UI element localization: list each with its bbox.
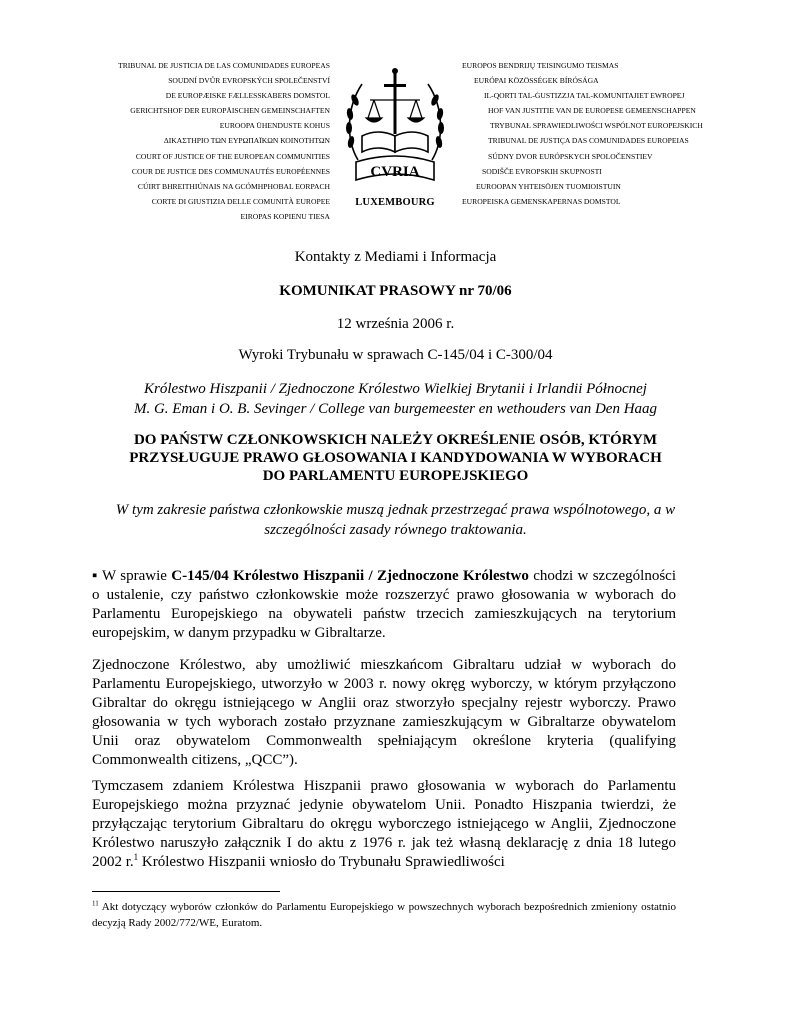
footnote-text: Akt dotyczący wyborów członków do Parlamentu Europejskiego w powszechnych wyborach bezpośrednich zmieniony ostatnio decyzją Rady 2002/772/WE, Euratom.	[92, 901, 676, 929]
header-left-line-8: CÚIRT BHREITHIÚNAIS NA GCÓMHPHOBAL EORPACH	[137, 181, 330, 191]
curia-emblem-icon	[340, 64, 450, 192]
main-heading-line-3: DO PARLAMENTU EUROPEJSKIEGO	[262, 468, 529, 484]
case-reference-c145: C-145/04 Królestwo Hiszpanii / Zjednoczone Królestwo	[171, 568, 529, 584]
header-right-line-4: TRYBUNAŁ SPRAWIEDLIWOŚCI WSPÓLNOT EUROPEJSKICH	[490, 121, 703, 131]
paragraph-3-text: Tymczasem zdaniem Królestwa Hiszpanii prawo głosowania w wyborach do Parlamentu Europejskiego można przyznać jedynie obywatelom Unii. Ponadto Hiszpania twierdzi, że przyłączając terytorium Gibraltaru do okręgu wyborczego istniejącego w Anglii, Zjednoczone Królestwo naruszyło załącznik I do aktu z 1976 r. jak też własną deklarację z dnia 18 lutego 2002 r.	[92, 778, 676, 870]
header-left-line-0: TRIBUNAL DE JUSTICIA DE LAS COMUNIDADES EUROPEAS	[118, 61, 330, 70]
subheading	[90, 500, 701, 540]
paragraph-2: Zjednoczone Królestwo, aby umożliwić mieszkańcom Gibraltaru udział w wyborach do Parlamentu Europejskiego, utworzyło w 2003 r. nowy okręg wyborczy, w którym przyłączono Gibraltar do okręgu istniejącego w Anglii oraz stworzyło specjalny rejestr wyborczy. Prawo głosowania w tych wyborach zostało przyznane zamieszkującym w Gibraltarze obywatelom Unii oraz obywatelom Commonwealth spełniającym określone kryteria (qualifying Commonwealth citizens, „QCC”).	[92, 657, 676, 768]
curia-logo	[340, 64, 450, 214]
logo-city-label: LUXEMBOURG	[355, 197, 435, 208]
header-left-line-1: SOUDNÍ DVŮR EVROPSKÝCH SPOLEČENSTVÍ	[168, 76, 330, 86]
footnote-reference[interactable]: 1	[133, 852, 139, 862]
main-heading-line-1: DO PAŃSTW CZŁONKOWSKICH NALEŻY OKREŚLENIE OSÓB, KTÓRYM	[133, 432, 658, 448]
subheading-line-1: W tym zakresie państwa członkowskie muszą jednak przestrzegać prawa wspólnotowego, a w	[115, 502, 676, 518]
judgments-line: Wyroki Trybunału w sprawach C-145/04 i C-300/04	[238, 347, 553, 363]
header-institution-names-left	[40, 58, 330, 224]
header-right-line-8: EUROOPAN YHTEISÖJEN TUOMIOISTUIN	[476, 181, 621, 191]
header-left-line-4: EUROOPA ÜHENDUSTE KOHUS	[219, 121, 330, 131]
header-left-line-2: DE EUROPÆISKE FÆLLESSKABERS DOMSTOL	[165, 91, 330, 101]
footnote	[92, 900, 676, 931]
paragraph-3	[92, 777, 676, 872]
header-right-line-1: EURÓPAI KÖZÖSSÉGEK BÍRÓSÁGA	[474, 76, 599, 86]
footnote-divider	[92, 891, 280, 892]
header-left-line-3: GERICHTSHOF DER EUROPÄISCHEN GEMEINSCHAFTEN	[130, 106, 330, 116]
header-right-line-7: SODIŠČE EVROPSKIH SKUPNOSTI	[482, 166, 602, 176]
header-left-line-10: EIROPAS KOPIENU TIESA	[240, 211, 330, 221]
release-date: 12 września 2006 r.	[336, 316, 455, 332]
header-left-line-9: CORTE DI GIUSTIZIA DELLE COMUNITÀ EUROPEE	[151, 196, 330, 206]
case-parties-line-1: Królestwo Hiszpanii / Zjednoczone Królestwo Wielkiej Brytanii i Irlandii Północnej	[144, 381, 647, 397]
header-left-line-6: COURT OF JUSTICE OF THE EUROPEAN COMMUNITIES	[135, 151, 330, 161]
paragraph-1-text: chodzi w szczególności o ustalenie, czy państwo członkowskie może rozszerzyć prawo głosowania w wyborach do Parlamentu Europejskiego na obywateli państw trzecich zamieszkujących na terytorium europejskim, w danym przypadku w Gibraltarze.	[92, 568, 677, 641]
subheading-line-2: szczególności zasady równego traktowania.	[264, 522, 527, 538]
paragraph-3-text-end: Królestwo Hiszpanii wniosło do Trybunału Sprawiedliwości	[138, 854, 505, 870]
media-contact-line: Kontakty z Mediami i Informacja	[294, 249, 497, 265]
header-left-line-5: ΔΙΚΑΣΤΗΡΙΟ ΤΩΝ ΕΥΡΩΠΑΪΚΩΝ ΚΟΙΝΟΤΗΤΩΝ	[163, 136, 330, 146]
curia-logo-text: CVRIA	[370, 164, 420, 180]
paragraph-1-prefix: W sprawie	[102, 568, 167, 584]
header-right-line-9: EUROPEISKA GEMENSKAPERNAS DOMSTOL	[462, 196, 621, 206]
case-parties-line-2: M. G. Eman i O. B. Sevinger / College van burgemeester en wethouders van Den Haag	[133, 401, 658, 417]
header-right-line-0: EUROPOS BENDRIJŲ TEISINGUMO TEISMAS	[462, 61, 619, 70]
press-release-number: KOMUNIKAT PRASOWY nr 70/06	[279, 283, 512, 299]
header-right-line-3: HOF VAN JUSTITIE VAN DE EUROPESE GEMEENSCHAPPEN	[488, 106, 696, 116]
header-left-line-7: COUR DE JUSTICE DES COMMUNAUTÉS EUROPÉENNES	[131, 166, 330, 176]
header-institution-names-right	[462, 58, 762, 209]
main-heading	[70, 431, 721, 485]
header-right-line-2: IL-QORTI TAL-ĠUSTIZZJA TAL-KOMUNITAJIET EWROPEJ	[484, 91, 685, 101]
case-parties	[90, 379, 701, 419]
header-right-line-6: SÚDNY DVOR EURÓPSKYCH SPOLOČENSTIEV	[488, 151, 653, 161]
header-right-line-5: TRIBUNAL DE JUSTIÇA DAS COMUNIDADES EUROPEIAS	[488, 136, 689, 146]
footnote-number: 11	[92, 899, 99, 908]
bullet-icon: ▪	[92, 568, 98, 584]
main-heading-line-2: PRZYSŁUGUJE PRAWO GŁOSOWANIA I KANDYDOWANIA W WYBORACH	[129, 450, 662, 466]
paragraph-1	[92, 567, 676, 643]
